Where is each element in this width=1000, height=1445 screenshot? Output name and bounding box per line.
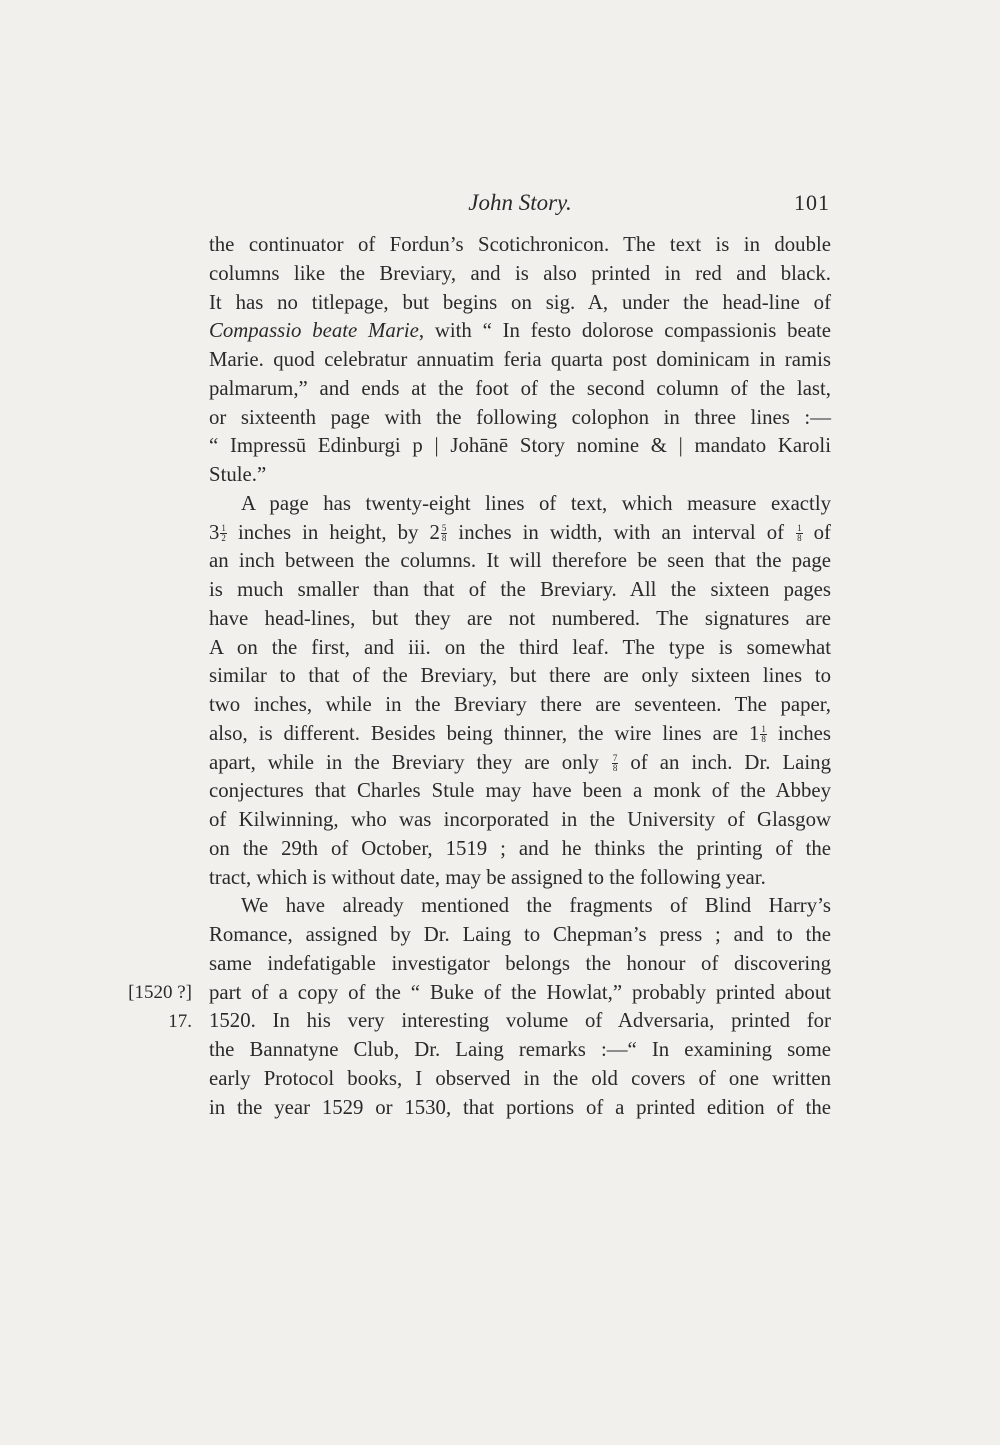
page-number: 101 — [794, 190, 830, 215]
margin-note-item-number: 17. — [168, 1011, 192, 1032]
text-line: conjectures that Charles Stule may have been a monk of the Abbey — [209, 779, 831, 803]
text-line: is much smaller than that of the Breviary. All the sixteen pages — [209, 578, 831, 601]
text-line: 3 $\frac{1}{2}$ inches in height, by 2 $\frac{5}{8}$ inches in width, with an interval of $\frac{1}{8}$ of — [209, 520, 831, 544]
text-line: have head-lines, but they are not numbered. The signatures are — [209, 606, 831, 630]
text-line: the continuator of Fordun’s Scotichronicon. The text is in double — [209, 233, 831, 256]
text-line: also, is different. Besides being thinner, the wire lines are 1 $\frac{1}{8}$ inches — [209, 721, 831, 745]
text-line: two inches, while in the Breviary there are seventeen. The paper, — [209, 693, 831, 716]
text-line: part of a copy of the “ Buke of the Howlat,” probably printed about — [209, 980, 831, 1004]
text-line: Stule.” — [209, 463, 267, 486]
text-line: the Bannatyne Club, Dr. Laing remarks :—“ In examining some — [209, 1038, 831, 1061]
text-line: same indefatigable investigator belongs the honour of discovering — [209, 951, 831, 975]
text-line: early Protocol books, I observed in the old covers of one written — [209, 1066, 831, 1090]
text-line: of Kilwinning, who was incorporated in the University of Glasgow — [209, 808, 831, 831]
text-line: an inch between the columns. It will therefore be seen that the page — [209, 549, 831, 573]
text-line: “ Impressū Edinburgi p | Johānē Story nomine & | mandato Karoli — [209, 434, 831, 458]
text-line: similar to that of the Breviary, but there are only sixteen lines to — [209, 664, 831, 688]
text-line: 1520. In his very interesting volume of Adversaria, printed for — [209, 1009, 831, 1033]
text-line: A page has twenty-eight lines of text, which measure exactly — [241, 491, 831, 515]
text-line: columns like the Breviary, and is also printed in red and black. — [209, 261, 831, 285]
running-head: John Story. — [468, 190, 572, 215]
text-line: palmarum,” and ends at the foot of the second column of the last, — [209, 376, 831, 400]
text-line: tract, which is without date, may be assigned to the following year. — [209, 865, 766, 889]
body-text — [209, 231, 831, 1122]
text-line: Marie. quod celebratur annuatim feria quarta post dominicam in ramis — [209, 348, 831, 371]
text-line: Romance, assigned by Dr. Laing to Chepman’s press ; and to the — [209, 923, 831, 946]
text-line: Compassio beate Marie, with “ In festo dolorose compassionis beate — [209, 319, 831, 343]
text-line: A on the first, and iii. on the third leaf. The type is somewhat — [209, 635, 831, 659]
text-line: in the year 1529 or 1530, that portions of a printed edition of the — [209, 1095, 831, 1119]
text-line: It has no titlepage, but begins on sig. A, under the head-line of — [209, 290, 831, 314]
margin-note-date: [1520 ?] — [128, 982, 192, 1003]
page-header — [210, 190, 830, 224]
text-line: We have already mentioned the fragments of Blind Harry’s — [241, 894, 831, 918]
text-line: on the 29th of October, 1519 ; and he thinks the printing of the — [209, 836, 831, 860]
text-line: or sixteenth page with the following colophon in three lines :— — [209, 405, 831, 429]
text-line: apart, while in the Breviary they are only $\frac{7}{8}$ of an inch. Dr. Laing — [209, 750, 831, 774]
